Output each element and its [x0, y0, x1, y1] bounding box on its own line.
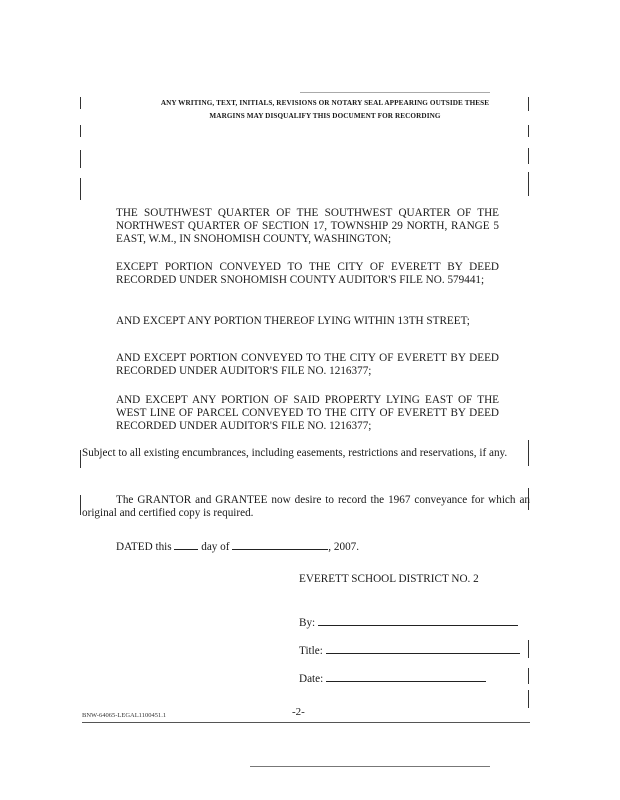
left-margin-mark	[80, 150, 81, 168]
legal-description-4: AND EXCEPT PORTION CONVEYED TO THE CITY OF EVERETT BY DEED RECORDED UNDER AUDITOR'S FILE NO. 1216377;	[116, 352, 499, 378]
recording-margin-notice-line-1: ANY WRITING, TEXT, INITIALS, REVISIONS OR NOTARY SEAL APPEARING OUTSIDE THESE	[160, 99, 490, 107]
title-line	[299, 643, 520, 657]
right-margin-mark	[528, 125, 529, 137]
right-margin-mark	[528, 172, 529, 196]
legal-description-3: AND EXCEPT ANY PORTION THEREOF LYING WITHIN 13TH STREET;	[116, 315, 470, 327]
dated-year: , 2007.	[328, 541, 360, 553]
legal-description-2: EXCEPT PORTION CONVEYED TO THE CITY OF EVERETT BY DEED RECORDED UNDER SNOHOMISH COUNTY AUDITOR'S FILE NO. 579441;	[116, 261, 499, 287]
document-id: BNW-64065-LEGAL1100451.1	[82, 712, 167, 719]
date-line	[299, 671, 486, 685]
signatory-entity: EVERETT SCHOOL DISTRICT NO. 2	[299, 573, 479, 585]
left-margin-mark	[80, 97, 81, 109]
by-signature-blank	[318, 615, 518, 626]
page-number: -2-	[292, 706, 305, 718]
bottom-margin-mark	[250, 766, 490, 767]
dated-day-of: day of	[201, 541, 230, 553]
recording-margin-notice-line-2: MARGINS MAY DISQUALIFY THIS DOCUMENT FOR RECORDING	[209, 112, 441, 120]
right-margin-mark	[528, 690, 529, 708]
record-desire-clause: The GRANTOR and GRANTEE now desire to record the 1967 conveyance for which an original and certified copy is required.	[82, 494, 530, 520]
footer-rule	[82, 722, 530, 723]
left-margin-mark	[80, 450, 81, 468]
top-margin-mark	[300, 92, 490, 93]
right-margin-mark	[528, 668, 529, 684]
legal-description-1: THE SOUTHWEST QUARTER OF THE SOUTHWEST QUARTER OF THE NORTHWEST QUARTER OF SECTION 17, TOWNSHIP 29 NORTH, RANGE 5 EAST, W.M., IN SNOHOMISH COUNTY, WASHINGTON;	[116, 207, 499, 246]
date-label: Date:	[299, 673, 324, 685]
dated-prefix: DATED this	[116, 541, 172, 553]
left-margin-mark	[80, 125, 81, 137]
dated-line	[116, 539, 359, 553]
legal-description-5: AND EXCEPT ANY PORTION OF SAID PROPERTY LYING EAST OF THE WEST LINE OF PARCEL CONVEYED TO THE CITY OF EVERETT BY DEED RECORDED UNDER AUDITOR'S FILE NO. 1216377;	[116, 394, 499, 433]
left-margin-mark	[80, 495, 81, 515]
subject-clause: Subject to all existing encumbrances, including easements, restrictions and reservations, if any.	[82, 447, 508, 459]
by-label: By:	[299, 617, 316, 629]
title-blank	[326, 643, 520, 654]
right-margin-mark	[528, 97, 529, 111]
month-blank	[232, 539, 328, 550]
title-label: Title:	[299, 645, 323, 657]
date-blank	[326, 671, 486, 682]
right-margin-mark	[528, 148, 529, 164]
right-margin-mark	[528, 640, 529, 658]
by-line	[299, 615, 518, 629]
day-blank	[174, 539, 198, 550]
left-margin-mark	[80, 178, 81, 200]
